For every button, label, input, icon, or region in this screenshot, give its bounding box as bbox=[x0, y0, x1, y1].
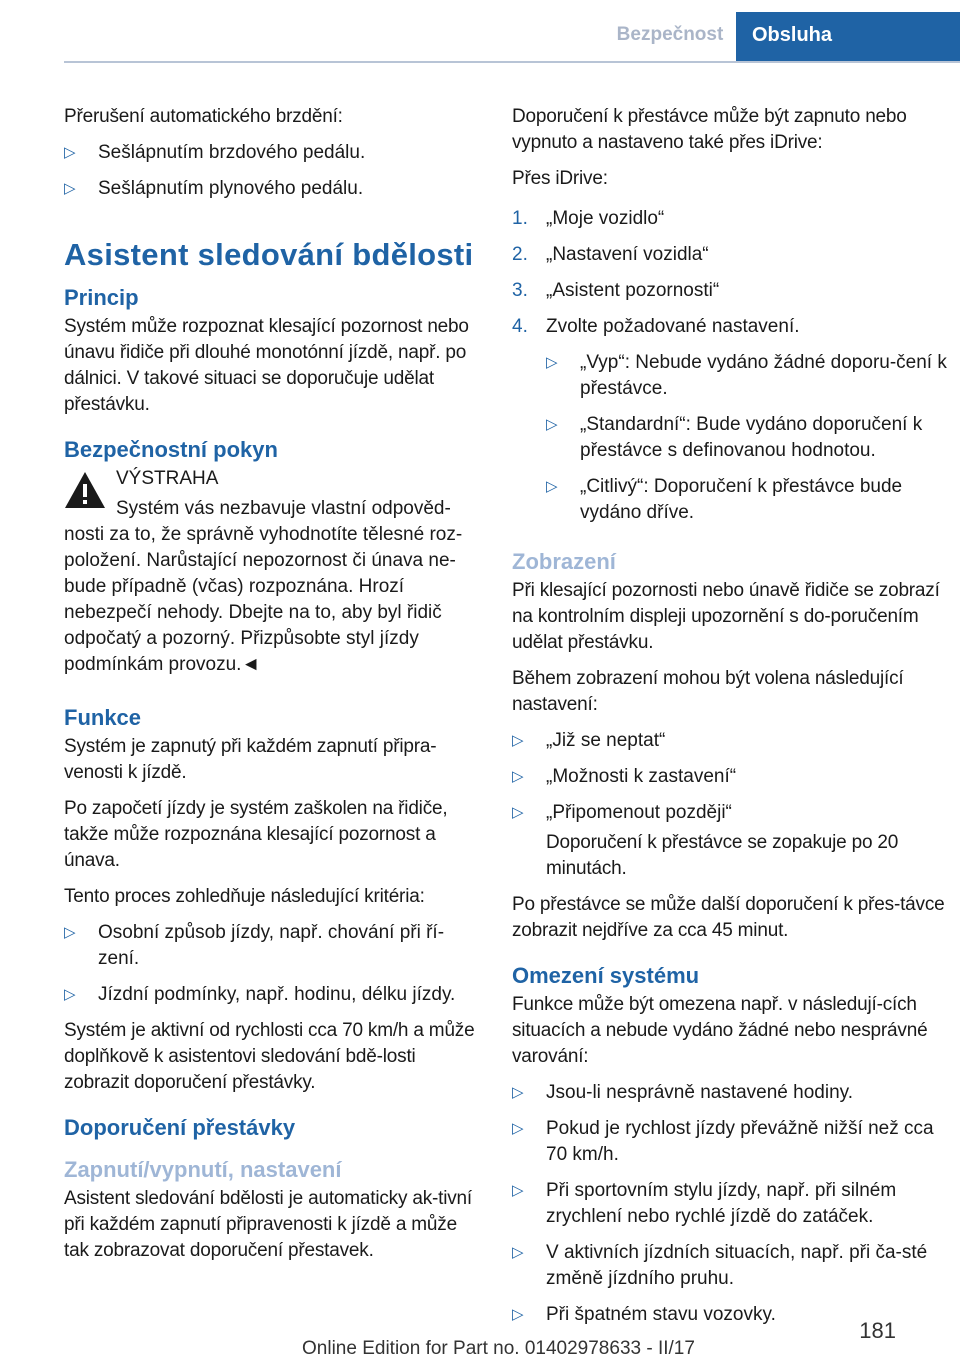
list-item: ▷ Sešlápnutím plynového pedálu. bbox=[64, 176, 484, 202]
warning-block bbox=[64, 466, 484, 678]
right-column bbox=[512, 104, 948, 1338]
warning-triangle-icon bbox=[64, 470, 106, 510]
heading-princip: Princip bbox=[64, 285, 139, 310]
funkce-text-1: Systém je zapnutý při každém zapnutí připra-venosti k jízdě. bbox=[64, 736, 437, 783]
zobrazeni-note: Doporučení k přestávce se zopakuje po 20 minutách. bbox=[546, 832, 899, 879]
header-divider bbox=[64, 61, 960, 63]
heading-zapnuti: Zapnutí/vypnutí, nastavení bbox=[64, 1157, 342, 1182]
triangle-bullet-icon: ▷ bbox=[512, 1084, 524, 1101]
idrive-intro: Doporučení k přestávce může být zapnuto nebo vypnuto a nastaveno také přes iDrive: bbox=[512, 106, 907, 153]
header-tab-obsluha: Obsluha bbox=[736, 12, 960, 63]
triangle-bullet-icon: ▷ bbox=[512, 804, 524, 821]
triangle-bullet-icon: ▷ bbox=[64, 180, 76, 197]
step-item: 4. Zvolte požadované nastavení. bbox=[512, 316, 800, 337]
step-item: 3. „Asistent pozornosti“ bbox=[512, 280, 720, 301]
list-item: ▷ „Možnosti k zastavení“ bbox=[512, 764, 948, 790]
list-item: ▷ Pokud je rychlost jízdy převážně nižší než cca 70 km/h. bbox=[512, 1118, 934, 1165]
header-tab-bezpecnost: Bezpečnost bbox=[616, 24, 724, 45]
idrive-label: Přes iDrive: bbox=[512, 168, 608, 189]
heading-safety: Bezpečnostní pokyn bbox=[64, 437, 278, 462]
triangle-bullet-icon: ▷ bbox=[512, 1306, 524, 1323]
triangle-bullet-icon: ▷ bbox=[64, 986, 76, 1003]
triangle-bullet-icon: ▷ bbox=[512, 1120, 524, 1137]
triangle-bullet-icon: ▷ bbox=[512, 1182, 524, 1199]
zobrazeni-text-1: Při klesající pozornosti nebo únavě řidiče se zobrazí na kontrolním displeji upozornění s do-poručením udělat přestávku. bbox=[512, 580, 940, 653]
funkce-text-2: Po započetí jízdy je systém zaškolen na řidiče, takže může rozpoznána klesající pozornost a únava. bbox=[64, 798, 448, 871]
heading-omezeni: Omezení systému bbox=[512, 963, 700, 988]
list-item: ▷ „Již se neptat“ bbox=[512, 728, 948, 754]
heading-funkce: Funkce bbox=[64, 705, 142, 730]
sub-list-item: ▷ „Vyp“: Nebude vydáno žádné doporu-čení k přestávce. bbox=[546, 352, 947, 399]
list-item: ▷ „Připomenout později“ bbox=[512, 800, 948, 826]
list-item: ▷ Jsou-li nesprávně nastavené hodiny. bbox=[512, 1080, 948, 1106]
triangle-bullet-icon: ▷ bbox=[64, 144, 76, 161]
left-column bbox=[64, 104, 484, 1274]
triangle-bullet-icon: ▷ bbox=[546, 354, 558, 371]
page-number: 181 bbox=[859, 1318, 896, 1343]
funkce-text-3: Tento proces zohledňuje následující kritéria: bbox=[64, 886, 425, 907]
list-item: ▷ Osobní způsob jízdy, např. chování při ří-zení. bbox=[64, 922, 445, 969]
page-footer bbox=[0, 1318, 960, 1362]
section-title: Asistent sledování bdělosti bbox=[64, 237, 474, 272]
list-item: ▷ V aktivních jízdních situacích, např. při ča-sté změně jízdního pruhu. bbox=[512, 1242, 928, 1289]
triangle-bullet-icon: ▷ bbox=[546, 416, 558, 433]
list-item: ▷ Jízdní podmínky, např. hodinu, délku jízdy. bbox=[64, 982, 484, 1008]
step-item: 1. „Moje vozidlo“ bbox=[512, 208, 665, 229]
warning-title: VÝSTRAHA bbox=[116, 468, 219, 489]
list-item: ▷ Sešlápnutím brzdového pedálu. bbox=[64, 140, 484, 166]
triangle-bullet-icon: ▷ bbox=[64, 924, 76, 941]
sub-list-item: ▷ „Citlivý“: Doporučení k přestávce bude vydáno dříve. bbox=[546, 476, 903, 523]
triangle-bullet-icon: ▷ bbox=[546, 478, 558, 495]
edition-note: Online Edition for Part no. 01402978633 - II/17 bbox=[302, 1338, 695, 1359]
heading-doporuceni: Doporučení přestávky bbox=[64, 1115, 296, 1140]
intro-text: Přerušení automatického brzdění: bbox=[64, 106, 343, 127]
triangle-bullet-icon: ▷ bbox=[512, 732, 524, 749]
princip-text: Systém může rozpoznat klesající pozornost nebo únavu řidiče při dlouhé monotónní jízdě, např. po dálnici. V takové situaci se doporučuje udělat přestávku. bbox=[64, 316, 469, 415]
funkce-text-4: Systém je aktivní od rychlosti cca 70 km/h a může doplňkově k asistentovi sledování bdě-losti zobrazit doporučení přestávky. bbox=[64, 1020, 475, 1093]
page-header bbox=[0, 0, 960, 62]
list-item: ▷ Při sportovním stylu jízdy, např. při silném zrychlení nebo rychlé jízdě do zatáček. bbox=[512, 1180, 897, 1227]
triangle-bullet-icon: ▷ bbox=[512, 768, 524, 785]
zobrazeni-text-2: Během zobrazení mohou být volena následující nastavení: bbox=[512, 668, 904, 715]
list-item: ▷ Při špatném stavu vozovky. bbox=[512, 1302, 948, 1328]
zapnuti-text: Asistent sledování bdělosti je automaticky ak-tivní při každém zapnutí připravenosti k jízdě a může tak zobrazovat doporučení přestavek. bbox=[64, 1188, 473, 1261]
omezeni-text: Funkce může být omezena např. v následují-cích situacích a nebude vydáno žádné nebo nesprávné varování: bbox=[512, 994, 928, 1067]
warning-text: Systém vás nezbavuje vlastní odpověd-nosti za to, že správně vyhodnotíte tělesné roz-položení. Narůstající nepozornost či únava ne-bude případně (včas) rozpoznána. Hrozí nebezpečí nehody. Dbejte na to, aby byl řidič odpočatý a pozorný. Přizpůsobte styl jízdy podmínkám provozu.◄ bbox=[64, 498, 463, 675]
step-item: 2. „Nastavení vozidla“ bbox=[512, 244, 709, 265]
sub-list-item: ▷ „Standardní“: Bude vydáno doporučení k přestávce s definovanou hodnotou. bbox=[546, 414, 923, 461]
triangle-bullet-icon: ▷ bbox=[512, 1244, 524, 1261]
zobrazeni-text-3: Po přestávce se může další doporučení k přes-távce zobrazit nejdříve za cca 45 minut. bbox=[512, 894, 945, 941]
heading-zobrazeni: Zobrazení bbox=[512, 549, 616, 574]
